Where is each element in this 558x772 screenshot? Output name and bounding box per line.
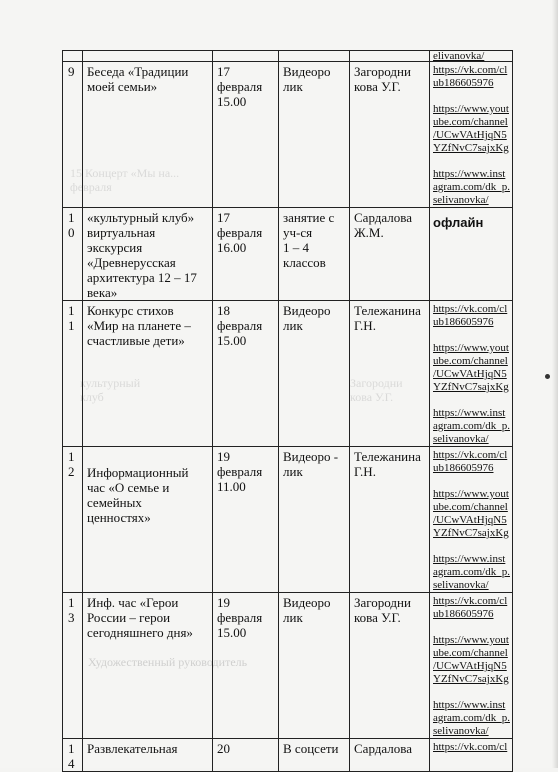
event-cell: «культурный клуб» виртуальная экскурсия «Древнерусская архитектура 12 – 17 века» bbox=[83, 208, 213, 301]
offline-label: офлайн bbox=[433, 215, 484, 230]
format-cell: занятие с уч-ся 1 – 4 классов bbox=[279, 208, 350, 301]
person-cell bbox=[350, 51, 430, 62]
link-cell bbox=[430, 593, 513, 739]
vk-link[interactable]: https://vk.com/club186605976 bbox=[433, 449, 508, 474]
person-cell: Тележанина Г.Н. bbox=[350, 447, 430, 593]
youtube-link[interactable]: https://www.youtube.com/channel/UCwVAtHjqN5YZfNvC7sajxKg bbox=[433, 634, 509, 685]
row-number: 12 bbox=[63, 447, 83, 593]
link-cell bbox=[430, 447, 513, 593]
instagram-link[interactable]: https://www.instagram.com/dk_p.selivanovka/ bbox=[433, 407, 510, 445]
date-cell bbox=[213, 51, 279, 62]
event-cell: Информационный час «О семье и семейных ценностях» bbox=[83, 447, 213, 593]
event-cell: Инф. час «Герои России – герои сегодняшнего дня» bbox=[83, 593, 213, 739]
date-cell: 17 февраля 15.00 bbox=[213, 62, 279, 208]
table-row bbox=[63, 739, 513, 772]
date-cell: 17 февраля 16.00 bbox=[213, 208, 279, 301]
youtube-link[interactable]: https://www.youtube.com/channel/UCwVAtHjqN5YZfNvC7sajxKg bbox=[433, 103, 509, 154]
instagram-link[interactable]: https://www.instagram.com/dk_p.selivanovka/ bbox=[433, 699, 510, 737]
format-cell: Видеоро лик bbox=[279, 593, 350, 739]
table-row bbox=[63, 593, 513, 739]
table-row bbox=[63, 62, 513, 208]
person-cell: Сардалова bbox=[350, 739, 430, 772]
table-row bbox=[63, 447, 513, 593]
event-cell bbox=[83, 51, 213, 62]
scan-speck bbox=[545, 374, 550, 379]
format-cell: Видеоро лик bbox=[279, 62, 350, 208]
format-cell: В соцсети bbox=[279, 739, 350, 772]
events-table bbox=[62, 50, 513, 772]
link-cell bbox=[430, 51, 513, 62]
date-cell: 19 февраля 11.00 bbox=[213, 447, 279, 593]
bleed-through-text: 15 Концерт «Мы на... февраля bbox=[70, 166, 180, 194]
row-number: 11 bbox=[63, 301, 83, 447]
bleed-through-text: Загородни кова У.Г. bbox=[350, 376, 403, 404]
vk-link[interactable]: https://vk.com/club186605976 bbox=[433, 64, 508, 89]
format-cell: Видеоро лик bbox=[279, 301, 350, 447]
date-cell: 18 февраля 15.00 bbox=[213, 301, 279, 447]
person-cell: Сардалова Ж.М. bbox=[350, 208, 430, 301]
date-cell: 19 февраля 15.00 bbox=[213, 593, 279, 739]
link-cell bbox=[430, 301, 513, 447]
bleed-through-text: культурный клуб bbox=[80, 376, 141, 404]
link-cell bbox=[430, 208, 513, 301]
event-cell: Беседа «Традиции моей семьи» bbox=[83, 62, 213, 208]
date-cell: 20 bbox=[213, 739, 279, 772]
row-number: 9 bbox=[63, 62, 83, 208]
vk-link[interactable]: https://vk.com/club186605976 bbox=[433, 595, 508, 620]
row-number: 14 bbox=[63, 739, 83, 772]
instagram-link-tail[interactable]: elivanovka/ bbox=[433, 50, 485, 62]
format-cell: Видеоро - лик bbox=[279, 447, 350, 593]
row-number bbox=[63, 51, 83, 62]
table-row bbox=[63, 301, 513, 447]
bleed-through-footer: Художественный руководитель bbox=[88, 655, 248, 669]
table-row bbox=[63, 208, 513, 301]
table-row-partial bbox=[63, 51, 513, 62]
person-cell: Загородни кова У.Г. bbox=[350, 593, 430, 739]
row-number: 13 bbox=[63, 593, 83, 739]
person-cell: Тележанина Г.Н. bbox=[350, 301, 430, 447]
youtube-link[interactable]: https://www.youtube.com/channel/UCwVAtHjqN5YZfNvC7sajxKg bbox=[433, 342, 509, 393]
format-cell bbox=[279, 51, 350, 62]
person-cell: Загородни кова У.Г. bbox=[350, 62, 430, 208]
page-edge-shadow bbox=[552, 0, 558, 768]
event-cell: Развлекательная bbox=[83, 739, 213, 772]
row-number: 10 bbox=[63, 208, 83, 301]
vk-link[interactable]: https://vk.com/club186605976 bbox=[433, 303, 508, 328]
link-cell bbox=[430, 739, 513, 772]
youtube-link[interactable]: https://www.youtube.com/channel/UCwVAtHjqN5YZfNvC7sajxKg bbox=[433, 488, 509, 539]
link-cell bbox=[430, 62, 513, 208]
instagram-link[interactable]: https://www.instagram.com/dk_p.selivanovka/ bbox=[433, 168, 510, 206]
event-cell: Конкурс стихов «Мир на планете – счастливые дети» bbox=[83, 301, 213, 447]
vk-link[interactable]: https://vk.com/cl bbox=[433, 741, 508, 753]
instagram-link[interactable]: https://www.instagram.com/dk_p.selivanovka/ bbox=[433, 553, 510, 591]
